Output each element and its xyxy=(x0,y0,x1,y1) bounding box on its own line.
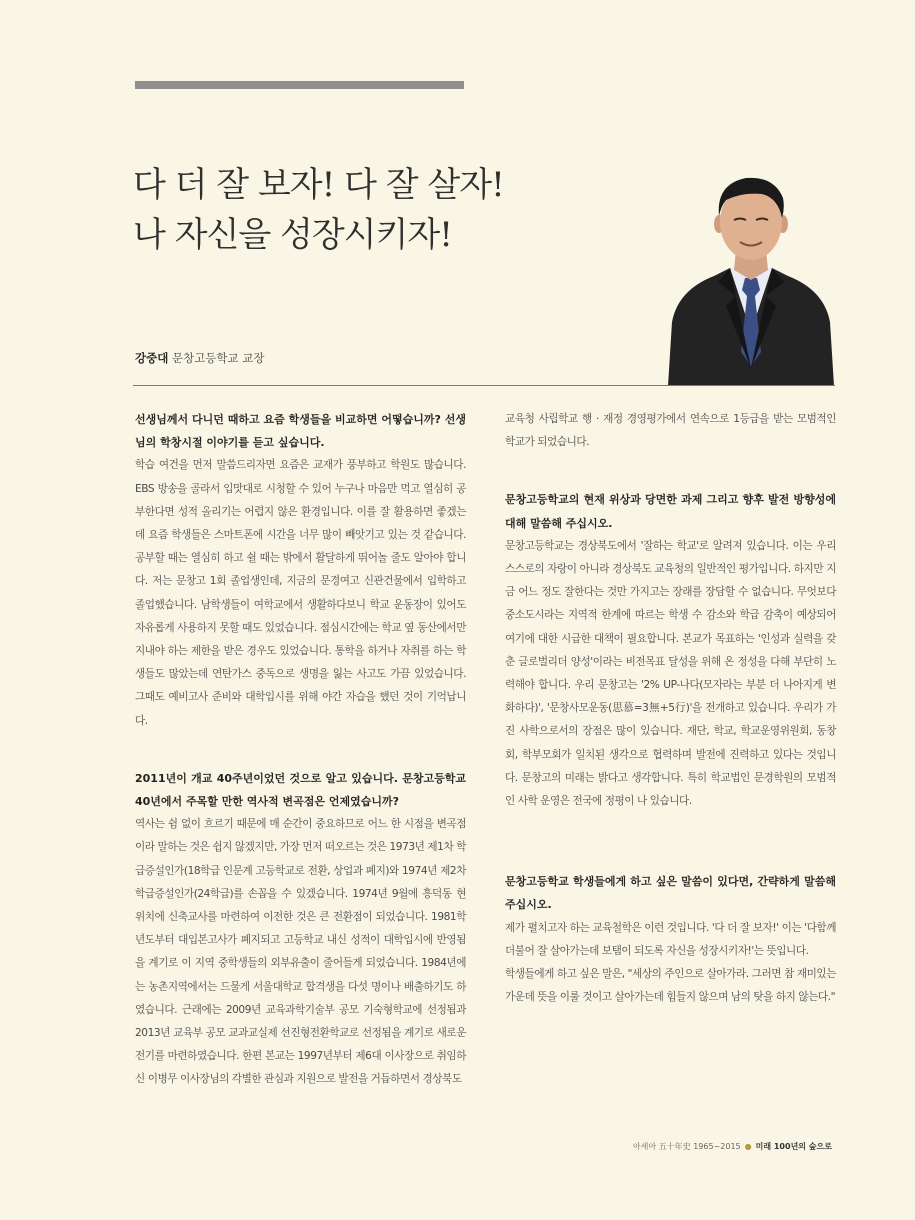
question-3: 문창고등학교의 현재 위상과 당면한 과제 그리고 향후 발전 방향성에 대해 말씀해 주십시오. xyxy=(505,493,836,530)
question-2: 2011년이 개교 40주년이었던 것으로 알고 있습니다. 문창고등학교 40년에서 주목할 만한 역사적 변곡점은 언제였습니까? xyxy=(135,771,466,809)
header-bar xyxy=(135,81,464,89)
header-divider xyxy=(133,385,835,386)
answer-4a: 제가 펼치고자 하는 교육철학은 이런 것입니다. '다 더 잘 보자!' 이는 '다함께 더불어 잘 살아가는데 보탬이 되도록 자신을 성장시키자!'는 뜻입니다. xyxy=(505,921,836,957)
answer-2-continued: 교육청 사립학교 행 · 재정 경영평가에서 연속으로 1등급을 받는 모범적인 학교가 되었습니다. xyxy=(505,413,836,449)
title-line-2: 나 자신을 성장시키자! xyxy=(133,215,452,255)
footer-dot-icon: ● xyxy=(744,1142,752,1151)
question-4: 문창고등학교 학생들에게 하고 싶은 말씀이 있다면, 간략하게 말씀해 주십시오. xyxy=(505,875,836,912)
left-column xyxy=(135,408,466,1092)
question-1: 선생님께서 다니던 때하고 요즘 학생들을 비교하면 어떻습니까? 선생님의 학창시절 이야기를 듣고 싶습니다. xyxy=(135,413,466,450)
answer-4b: 학생들에게 하고 싶은 말은, "세상의 주인으로 살아가라. 그러면 참 재미있는 가운데 뜻을 이룰 것이고 살아가는데 힘들지 않으며 남의 탓을 하지 않는다." xyxy=(505,968,836,1004)
footer-book-title: 아세아 五十年史 1965~2015 xyxy=(632,1142,741,1151)
footer-section-title: 미래 100년의 숲으로 xyxy=(755,1142,832,1151)
right-column xyxy=(505,408,836,1009)
principal-portrait xyxy=(668,172,834,386)
answer-1: 학습 여건을 먼저 말씀드리자면 요즘은 교재가 풍부하고 학원도 많습니다. EBS 방송을 골라서 입맛대로 시청할 수 있어 누구나 마음만 먹고 열심히 공부한다면 성적 올리기는 어렵지 않은 환경입니다. 이를 잘 활용하면 좋겠는데 요즘 학생들은 스마트폰에 시간을 너무 많이 빼앗기고 있는 것 같습니다. 공부할 때는 열심히 하고 쉴 때는 밖에서 활달하게 뛰어놀 줄도 알아야 합니다. 저는 문창고 1회 졸업생인데, 지금의 문경여고 신관건물에서 입학하고 졸업했습니다. 남학생들이 여학교에서 생활하다보니 학교 운동장이 있어도 자유롭게 사용하지 못할 때도 있었습니다. 점심시간에는 학교 옆 동산에서만 지내야 하는 제한을 받은 경우도 있었습니다. 통학을 하거나 자취를 하는 학생들도 많았는데 연탄가스 중독으로 생명을 잃는 사고도 가끔 있었습니다. 그때도 예비고사 준비와 대학입시를 위해 야간 자습을 했던 것이 기억납니다. xyxy=(135,459,466,727)
title-line-1: 다 더 잘 보자! 다 잘 살자! xyxy=(133,165,504,205)
author-position: 문창고등학교 교장 xyxy=(171,351,265,365)
page-footer xyxy=(633,1141,832,1152)
author-name: 강중대 xyxy=(135,351,169,365)
page-title xyxy=(133,160,504,260)
answer-2: 역사는 쉼 없이 흐르기 때문에 매 순간이 중요하므로 어느 한 시점을 변곡점이라 말하는 것은 쉽지 않겠지만, 가장 먼저 떠오르는 것은 1973년 제1차 학급증설인가(18학급 인문계 고등학교로 전환, 상업과 폐지)와 1974년 제2차 학급증설인가(24학급)를 손꼽을 수 있겠습니다. 1974년 9월에 흥덕동 현 위치에 신축교사를 마련하여 이전한 것은 큰 전환점이 되었습니다. 1981학년도부터 대입본고사가 폐지되고 고등학교 내신 성적이 대학입시에 반영됨을 계기로 이 지역 중학생들의 외부유출이 줄어들게 되었습니다. 1984년에는 농촌지역에서는 드물게 서울대학교 합격생을 다섯 명이나 배출하기도 하였습니다. 근래에는 2009년 교육과학기술부 공모 기숙형학교에 선정됨과 2013년 교육부 공모 교과교실제 선진형전환학교로 선정됨을 계기로 새로운 전기를 마련하였습니다. 한편 본교는 1997년부터 제6대 이사장으로 취임하신 이병무 이사장님의 각별한 관심과 지원으로 발전을 거듭하면서 경상북도 xyxy=(135,818,466,1086)
answer-3: 문창고등학교는 경상북도에서 '잘하는 학교'로 알려져 있습니다. 이는 우리 스스로의 자랑이 아니라 경상북도 교육청의 일반적인 평가입니다. 하지만 지금 어느 정도 잘한다는 것만 가지고는 장래를 장담할 수 없습니다. 무엇보다 중소도시라는 지역적 한계에 따르는 학생 수 감소와 학급 감축이 예상되어 여기에 대한 시급한 대책이 필요합니다. 본교가 목표하는 '인성과 실력을 갖춘 글로벌리더 양성'이라는 비전목표 달성을 위해 온 정성을 다해 부단히 노력해야 합니다. 우리 문창고는 '2% UP-나다(모자라는 부분 더 나아지게 변화하다)', '문창사모운동(思慕=3無+5行)'을 전개하고 있습니다. 우리가 가진 사학으로서의 장점은 많이 있습니다. 재단, 학교, 학교운영위원회, 동창회, 학부모회가 일치된 생각으로 협력하며 발전에 진력하고 있다는 것입니다. 문창고의 미래는 밝다고 생각합니다. 특히 학교법인 문경학원의 모범적인 사학 운영은 전국에 정평이 나 있습니다. xyxy=(505,539,836,808)
author-byline xyxy=(135,350,265,366)
